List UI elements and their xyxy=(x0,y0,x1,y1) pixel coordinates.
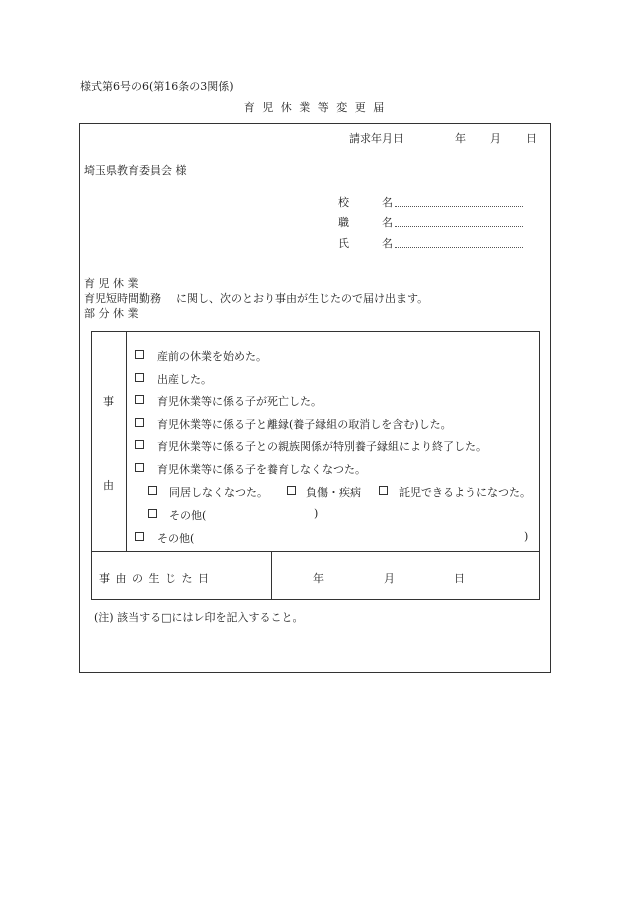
sub-checkbox-injury[interactable] xyxy=(287,486,296,495)
reason-option-other: その他( xyxy=(157,532,195,545)
reason-option-1: 産前の休業を始めた。 xyxy=(157,350,267,363)
occurrence-date-year[interactable]: 年 xyxy=(313,572,324,585)
leave-type-partial: 部 分 休 業 xyxy=(84,307,139,320)
leave-statement: に関し、次のとおり事由が生じたので届け出ます。 xyxy=(176,292,429,305)
name-label: 氏 xyxy=(338,237,349,250)
leave-type-childcare: 育 児 休 業 xyxy=(84,277,139,290)
sub-option-injury: 負傷・疾病 xyxy=(306,486,361,499)
name-suffix: 名 xyxy=(382,237,393,250)
name-line[interactable] xyxy=(395,247,523,248)
sub-option-daycare: 託児できるようになつた。 xyxy=(399,486,531,499)
reason-option-4: 育児休業等に係る子と離縁(養子縁組の取消しを含む)した。 xyxy=(157,418,452,431)
reason-label-top: 事 xyxy=(103,395,114,408)
school-suffix: 名 xyxy=(382,196,393,209)
occurrence-date-label: 事 由 の 生 じ た 日 xyxy=(99,572,210,585)
reason-option-6: 育児休業等に係る子を養育しなくなつた。 xyxy=(157,463,366,476)
reason-option-3: 育児休業等に係る子が死亡した。 xyxy=(157,395,322,408)
sub-checkbox-daycare[interactable] xyxy=(379,486,388,495)
request-date-month: 月 xyxy=(490,132,501,145)
request-date-day: 日 xyxy=(526,132,537,145)
reason-option-5: 育児休業等に係る子との親族関係が特別養子縁組により終了した。 xyxy=(157,440,487,453)
position-line[interactable] xyxy=(395,226,523,227)
reason-checkbox-2[interactable] xyxy=(135,373,144,382)
school-name-line[interactable] xyxy=(395,206,523,207)
date-row-divider xyxy=(92,551,539,552)
date-row-split xyxy=(271,551,272,599)
reason-checkbox-5[interactable] xyxy=(135,440,144,449)
addressee: 埼玉県教育委員会 様 xyxy=(84,164,187,177)
reason-label-bottom: 由 xyxy=(103,479,114,492)
reason-checkbox-1[interactable] xyxy=(135,350,144,359)
reason-checkbox-4[interactable] xyxy=(135,418,144,427)
request-date-year: 年 xyxy=(455,132,466,145)
reason-checkbox-3[interactable] xyxy=(135,395,144,404)
leave-type-short-hours: 育児短時間勤務 xyxy=(84,292,161,305)
occurrence-date-day[interactable]: 日 xyxy=(454,572,465,585)
position-label: 職 xyxy=(338,216,349,229)
form-number: 様式第6号の6(第16条の3関係) xyxy=(80,80,234,93)
request-date-label: 請求年月日 xyxy=(349,132,404,145)
reason-table xyxy=(91,331,540,600)
position-suffix: 名 xyxy=(382,216,393,229)
reason-label-column xyxy=(92,332,127,551)
reason-option-other-close: ) xyxy=(524,530,529,543)
reason-checkbox-other[interactable] xyxy=(135,532,144,541)
document-title: 育 児 休 業 等 変 更 届 xyxy=(243,101,387,114)
school-label: 校 xyxy=(338,196,349,209)
sub-checkbox-other[interactable] xyxy=(148,509,157,518)
reason-checkbox-6[interactable] xyxy=(135,463,144,472)
sub-option-other-close: ) xyxy=(314,507,319,520)
sub-option-other: その他( xyxy=(169,509,207,522)
sub-checkbox-cohabit[interactable] xyxy=(148,486,157,495)
occurrence-date-month[interactable]: 月 xyxy=(384,572,395,585)
note: (注) 該当する□にはレ印を記入すること。 xyxy=(94,611,304,624)
sub-option-cohabit: 同居しなくなつた。 xyxy=(169,486,268,499)
reason-option-2: 出産した。 xyxy=(157,373,212,386)
